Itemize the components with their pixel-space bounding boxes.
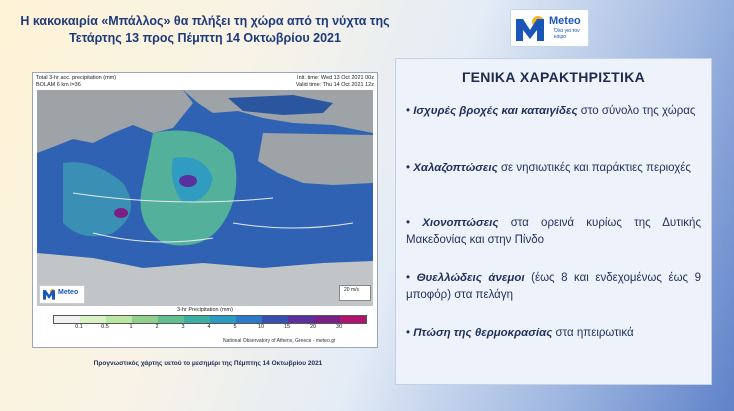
colorbar-swatch [288,316,314,323]
logo-name: Meteo [549,15,581,27]
colorbar-swatch [262,316,288,323]
bullet-2 [406,160,701,177]
colorbar-label: 20 [309,324,317,330]
colorbar-labels [53,324,365,332]
colorbar-label: 3 [181,324,185,330]
slide-title-line-2: Τετάρτης 13 προς Πέμπτη 14 Οκτωβρίου 2021 [69,31,341,45]
map-footer-note: National Observatory of Athens, Greece - meteo.gr [223,338,336,344]
wind-scale-key [339,285,371,301]
map-caption: Προγνωστικός χάρτης υετού το μεσημέρι της Πέμπτης 14 Οκτωβρίου 2021 [93,360,323,367]
colorbar-label: 4 [207,324,211,330]
slide-title [10,13,400,47]
precipitation-map [32,72,378,348]
bullet-3 [406,215,701,249]
bullet-1-text: στο σύνολο της χώρας [577,105,696,117]
bullet-marker: • [406,105,411,117]
colorbar-swatch [80,316,106,323]
meteo-logo [510,9,589,47]
bullet-3-text: στα ορεινά κυρίως της Δυτικής Μακεδονίας και στην Πίνδο [406,217,701,246]
colorbar-label: 5 [233,324,237,330]
colorbar-swatch [158,316,184,323]
bullet-4 [406,270,701,304]
colorbar-label: 10 [257,324,265,330]
colorbar-swatch [314,316,340,323]
colorbar-label: 15 [283,324,291,330]
colorbar-swatch [54,316,80,323]
map-header-left-1: Total 3-hr acc. precipitation (mm) [36,75,117,81]
map-header-right-2: Valid time: Thu 14 Oct 2021 12z [295,82,374,88]
meteo-m-logo-icon [514,14,546,42]
logo-tagline: Όλα για τον καιρό [554,28,580,40]
colorbar-swatch [210,316,236,323]
bullet-2-emphasis: Χαλαζοπτώσεις [413,162,498,174]
wind-scale-label: 20 m/s [344,287,360,293]
characteristics-panel [395,58,712,385]
panel-title: ΓΕΝΙΚΑ ΧΑΡΑΚΤΗΡΙΣΤΙΚΑ [461,69,646,85]
map-header-left-2: BOLAM 6 km l=36 [36,82,81,88]
bullet-4-emphasis: Θυελλώδεις άνεμοι [416,272,525,284]
map-precip-max-2 [114,208,128,218]
colorbar-title: 3-hr Precipitation (mm) [177,307,233,313]
bullet-5-text: στα ηπειρωτικά [552,327,634,339]
colorbar-label: 0.5 [101,324,109,330]
map-logo-name: Meteo [58,289,79,296]
colorbar-label: 1 [129,324,133,330]
bullet-1 [406,103,701,120]
bullet-marker: • [406,327,411,339]
bullet-1-emphasis: Ισχυρές βροχές και καταιγίδες [413,105,578,117]
map-precip-max-1 [179,175,197,187]
colorbar-label: 2 [155,324,159,330]
colorbar-swatch [106,316,132,323]
colorbar-swatch [184,316,210,323]
map-meteo-m-icon [42,288,56,300]
map-meteo-logo [39,285,85,304]
map-canvas [33,73,377,347]
bullet-marker: • [406,272,411,284]
colorbar-swatch [340,316,366,323]
bullet-3-emphasis: Χιονοπτώσεις [422,217,499,229]
bullet-marker: • [406,162,411,174]
colorbar [53,315,367,324]
slide-title-line-1: Η κακοκαιρία «Μπάλλος» θα πλήξει τη χώρα από τη νύχτα της [20,14,390,28]
bullet-2-text: σε νησιωτικές και παράκτιες περιοχές [497,162,691,174]
map-header-right-1: Init. time: Wed 13 Oct 2021 00z [297,75,374,81]
bullet-5 [406,325,701,342]
colorbar-label: 30 [335,324,343,330]
bullet-5-emphasis: Πτώση της θερμοκρασίας [413,327,553,339]
bullet-marker: • [406,217,411,229]
colorbar-swatch [236,316,262,323]
colorbar-swatch [132,316,158,323]
colorbar-label: 0.1 [75,324,83,330]
bullet-4-text: (έως 8 και ενδεχομένως έως 9 μποφόρ) στα πελάγη [406,272,702,301]
